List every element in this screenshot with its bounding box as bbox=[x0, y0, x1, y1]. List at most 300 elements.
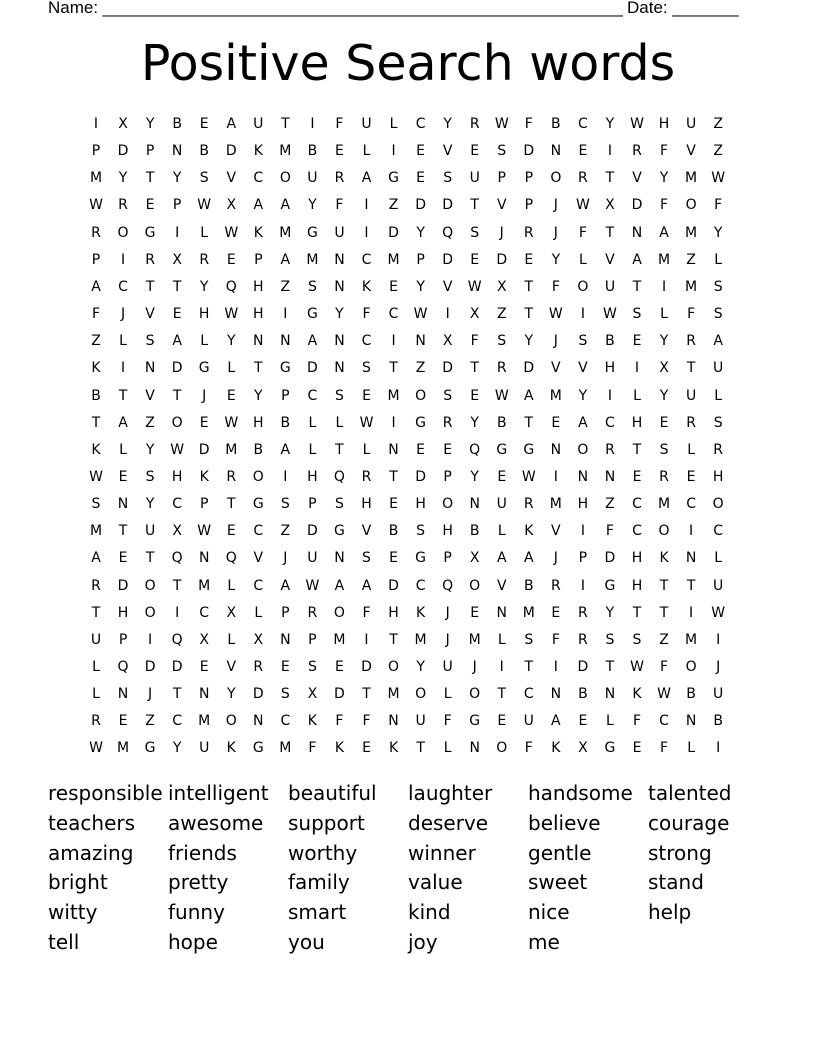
grid-letter[interactable]: F bbox=[524, 740, 533, 757]
grid-letter[interactable]: L bbox=[497, 631, 506, 648]
grid-letter[interactable]: H bbox=[361, 496, 372, 513]
grid-letter[interactable]: L bbox=[200, 224, 209, 241]
grid-letter[interactable]: P bbox=[254, 251, 263, 268]
grid-letter[interactable]: O bbox=[333, 604, 345, 621]
grid-letter[interactable]: I bbox=[716, 631, 721, 648]
grid-letter[interactable]: S bbox=[632, 631, 642, 648]
grid-letter[interactable]: U bbox=[361, 116, 372, 132]
grid-letter[interactable]: Y bbox=[605, 604, 615, 621]
grid-letter[interactable]: A bbox=[91, 550, 101, 567]
grid-letter[interactable]: W bbox=[170, 441, 185, 458]
grid-letter[interactable]: I bbox=[364, 197, 369, 214]
grid-letter[interactable]: R bbox=[361, 468, 372, 485]
grid-letter[interactable]: L bbox=[714, 251, 723, 268]
grid-letter[interactable]: R bbox=[632, 143, 642, 160]
grid-letter[interactable]: L bbox=[119, 333, 127, 350]
grid-letter[interactable]: D bbox=[442, 360, 454, 377]
grid-letter[interactable]: U bbox=[685, 116, 697, 132]
grid-letter[interactable]: M bbox=[658, 251, 671, 268]
grid-letter[interactable]: L bbox=[227, 577, 236, 594]
grid-letter[interactable]: A bbox=[524, 550, 534, 567]
grid-letter[interactable]: A bbox=[659, 224, 669, 241]
grid-letter[interactable]: K bbox=[199, 468, 209, 485]
grid-letter[interactable]: D bbox=[252, 686, 264, 703]
grid-letter[interactable]: N bbox=[198, 686, 210, 703]
grid-letter[interactable]: A bbox=[307, 333, 318, 350]
grid-letter[interactable]: E bbox=[578, 143, 588, 160]
grid-letter[interactable]: W bbox=[197, 523, 212, 540]
grid-letter[interactable]: D bbox=[225, 143, 237, 160]
grid-letter[interactable]: M bbox=[387, 686, 400, 703]
grid-letter[interactable]: N bbox=[604, 686, 616, 703]
grid-letter[interactable]: D bbox=[388, 224, 399, 241]
grid-letter[interactable]: R bbox=[91, 224, 101, 241]
grid-letter[interactable]: T bbox=[389, 468, 398, 485]
grid-letter[interactable]: T bbox=[659, 604, 669, 621]
grid-letter[interactable]: Y bbox=[713, 224, 723, 241]
grid-letter[interactable]: I bbox=[634, 360, 640, 377]
grid-letter[interactable]: D bbox=[523, 360, 535, 377]
grid-letter[interactable]: R bbox=[145, 251, 155, 268]
grid-letter[interactable]: T bbox=[470, 360, 479, 377]
grid-letter[interactable]: L bbox=[660, 306, 668, 323]
grid-letter[interactable]: X bbox=[659, 360, 669, 377]
grid-letter[interactable]: S bbox=[497, 333, 507, 350]
grid-letter[interactable]: E bbox=[362, 387, 371, 404]
grid-letter[interactable]: I bbox=[283, 468, 288, 485]
grid-letter[interactable]: Z bbox=[605, 496, 615, 513]
grid-letter[interactable]: Y bbox=[226, 333, 236, 350]
grid-letter[interactable]: L bbox=[362, 441, 371, 458]
grid-letter[interactable]: H bbox=[171, 468, 183, 485]
grid-letter[interactable]: A bbox=[253, 197, 264, 214]
grid-letter[interactable]: Y bbox=[443, 116, 452, 132]
grid-letter[interactable]: F bbox=[335, 197, 344, 214]
grid-letter[interactable]: E bbox=[686, 468, 696, 485]
grid-letter[interactable]: G bbox=[252, 740, 264, 757]
grid-letter[interactable]: Y bbox=[416, 659, 425, 675]
grid-letter[interactable]: C bbox=[415, 577, 426, 594]
grid-letter[interactable]: L bbox=[92, 686, 100, 703]
grid-letter[interactable]: Y bbox=[308, 197, 317, 214]
grid-letter[interactable]: N bbox=[334, 550, 345, 567]
grid-letter[interactable]: A bbox=[280, 251, 291, 268]
grid-letter[interactable]: C bbox=[388, 306, 399, 323]
grid-letter[interactable]: E bbox=[362, 740, 371, 757]
grid-letter[interactable]: L bbox=[714, 387, 723, 404]
grid-letter[interactable]: F bbox=[660, 197, 669, 214]
grid-letter[interactable]: G bbox=[604, 740, 616, 757]
grid-letter[interactable]: Y bbox=[172, 170, 182, 187]
grid-letter[interactable]: N bbox=[117, 496, 129, 513]
grid-letter[interactable]: H bbox=[577, 496, 589, 513]
grid-letter[interactable]: R bbox=[91, 713, 101, 730]
grid-letter[interactable]: M bbox=[685, 224, 698, 241]
grid-letter[interactable]: X bbox=[118, 116, 128, 132]
grid-letter[interactable]: O bbox=[712, 496, 724, 513]
grid-letter[interactable]: D bbox=[496, 251, 508, 268]
grid-letter[interactable]: D bbox=[171, 360, 183, 377]
grid-letter[interactable]: C bbox=[686, 496, 696, 513]
grid-letter[interactable]: Z bbox=[686, 251, 696, 268]
grid-letter[interactable]: Y bbox=[145, 496, 155, 513]
grid-letter[interactable]: N bbox=[117, 686, 129, 703]
grid-letter[interactable]: F bbox=[660, 659, 669, 675]
grid-letter[interactable]: C bbox=[253, 577, 264, 594]
grid-letter[interactable]: D bbox=[198, 441, 210, 458]
grid-letter[interactable]: O bbox=[117, 224, 129, 241]
grid-letter[interactable]: D bbox=[415, 468, 426, 485]
grid-letter[interactable]: Q bbox=[469, 441, 481, 458]
grid-letter[interactable]: D bbox=[117, 577, 129, 594]
grid-letter[interactable]: X bbox=[469, 550, 480, 567]
grid-letter[interactable]: H bbox=[712, 468, 724, 485]
grid-letter[interactable]: R bbox=[496, 360, 507, 377]
grid-letter[interactable]: R bbox=[91, 577, 101, 594]
grid-letter[interactable]: R bbox=[442, 414, 453, 431]
grid-letter[interactable]: W bbox=[657, 686, 671, 703]
grid-letter[interactable]: F bbox=[335, 116, 344, 132]
grid-letter[interactable]: N bbox=[550, 441, 562, 458]
grid-letter[interactable]: D bbox=[442, 251, 454, 268]
grid-letter[interactable]: E bbox=[470, 143, 480, 160]
grid-letter[interactable]: Y bbox=[605, 116, 615, 132]
grid-letter[interactable]: V bbox=[551, 360, 561, 377]
grid-letter[interactable]: V bbox=[551, 523, 561, 540]
grid-letter[interactable]: G bbox=[523, 441, 535, 458]
grid-letter[interactable]: H bbox=[253, 414, 264, 431]
grid-letter[interactable]: H bbox=[415, 496, 426, 513]
grid-letter[interactable]: U bbox=[199, 740, 210, 757]
grid-letter[interactable]: L bbox=[92, 659, 100, 675]
grid-letter[interactable]: B bbox=[605, 333, 615, 350]
grid-letter[interactable]: I bbox=[580, 306, 585, 323]
grid-letter[interactable]: C bbox=[361, 333, 372, 350]
grid-letter[interactable]: T bbox=[118, 387, 128, 404]
grid-letter[interactable]: E bbox=[389, 496, 398, 513]
grid-letter[interactable]: K bbox=[307, 713, 317, 730]
grid-letter[interactable]: M bbox=[549, 387, 562, 404]
grid-letter[interactable]: L bbox=[497, 523, 506, 540]
grid-letter[interactable]: I bbox=[175, 224, 180, 241]
grid-letter[interactable]: O bbox=[658, 523, 670, 540]
grid-letter[interactable]: T bbox=[145, 170, 155, 187]
grid-letter[interactable]: H bbox=[631, 414, 643, 431]
grid-letter[interactable]: R bbox=[605, 441, 615, 458]
grid-letter[interactable]: E bbox=[632, 468, 642, 485]
grid-letter[interactable]: T bbox=[335, 441, 344, 458]
grid-letter[interactable]: D bbox=[631, 197, 643, 214]
grid-letter[interactable]: U bbox=[604, 278, 616, 295]
grid-letter[interactable]: T bbox=[91, 604, 101, 621]
grid-letter[interactable]: A bbox=[91, 278, 101, 295]
grid-letter[interactable]: L bbox=[687, 441, 695, 458]
grid-letter[interactable]: P bbox=[91, 251, 101, 268]
grid-letter[interactable]: B bbox=[91, 387, 101, 404]
grid-letter[interactable]: O bbox=[577, 278, 589, 295]
grid-letter[interactable]: I bbox=[120, 360, 126, 377]
grid-letter[interactable]: A bbox=[172, 333, 182, 350]
grid-letter[interactable]: G bbox=[144, 224, 156, 241]
grid-letter[interactable]: T bbox=[686, 577, 696, 594]
grid-letter[interactable]: V bbox=[578, 360, 588, 377]
grid-letter[interactable]: N bbox=[334, 333, 345, 350]
grid-letter[interactable]: C bbox=[523, 686, 534, 703]
grid-letter[interactable]: Z bbox=[659, 631, 669, 648]
grid-letter[interactable]: C bbox=[253, 170, 264, 187]
grid-letter[interactable]: B bbox=[578, 686, 588, 703]
grid-letter[interactable]: E bbox=[172, 306, 182, 323]
grid-letter[interactable]: X bbox=[578, 740, 588, 757]
grid-letter[interactable]: F bbox=[632, 713, 642, 730]
grid-letter[interactable]: E bbox=[524, 251, 534, 268]
grid-letter[interactable]: S bbox=[524, 631, 534, 648]
grid-letter[interactable]: J bbox=[553, 197, 558, 214]
grid-letter[interactable]: P bbox=[308, 496, 317, 513]
grid-letter[interactable]: M bbox=[387, 251, 400, 268]
grid-letter[interactable]: S bbox=[497, 143, 507, 160]
grid-letter[interactable]: P bbox=[497, 170, 506, 187]
grid-letter[interactable]: N bbox=[388, 441, 399, 458]
grid-letter[interactable]: O bbox=[577, 441, 589, 458]
grid-letter[interactable]: E bbox=[497, 713, 507, 730]
grid-letter[interactable]: Y bbox=[199, 278, 209, 295]
grid-letter[interactable]: I bbox=[391, 143, 396, 160]
grid-letter[interactable]: C bbox=[172, 496, 183, 513]
grid-letter[interactable]: L bbox=[362, 143, 371, 160]
grid-letter[interactable]: Z bbox=[415, 360, 426, 377]
grid-letter[interactable]: F bbox=[335, 713, 344, 730]
grid-letter[interactable]: T bbox=[389, 631, 398, 648]
grid-letter[interactable]: V bbox=[496, 197, 507, 214]
grid-letter[interactable]: U bbox=[253, 116, 264, 132]
grid-letter[interactable]: Q bbox=[442, 224, 454, 241]
grid-letter[interactable]: T bbox=[686, 360, 696, 377]
grid-letter[interactable]: H bbox=[658, 116, 670, 132]
grid-letter[interactable]: V bbox=[442, 143, 453, 160]
grid-letter[interactable]: W bbox=[197, 197, 212, 214]
grid-letter[interactable]: U bbox=[469, 170, 480, 187]
grid-letter[interactable]: K bbox=[361, 278, 372, 295]
grid-letter[interactable]: N bbox=[685, 550, 697, 567]
grid-letter[interactable]: K bbox=[226, 740, 236, 757]
grid-letter[interactable]: P bbox=[416, 251, 425, 268]
grid-letter[interactable]: K bbox=[91, 360, 101, 377]
grid-letter[interactable]: V bbox=[686, 143, 696, 160]
grid-letter[interactable]: K bbox=[416, 604, 426, 621]
grid-letter[interactable]: D bbox=[388, 577, 399, 594]
grid-letter[interactable]: U bbox=[307, 170, 318, 187]
grid-letter[interactable]: M bbox=[685, 170, 698, 187]
grid-letter[interactable]: E bbox=[145, 197, 155, 214]
grid-letter[interactable]: F bbox=[308, 740, 317, 757]
grid-letter[interactable]: P bbox=[524, 170, 534, 187]
grid-letter[interactable]: G bbox=[306, 224, 318, 241]
grid-letter[interactable]: R bbox=[523, 224, 534, 241]
grid-letter[interactable]: U bbox=[685, 387, 697, 404]
grid-letter[interactable]: E bbox=[632, 333, 642, 350]
grid-letter[interactable]: L bbox=[227, 360, 236, 377]
grid-letter[interactable]: K bbox=[388, 740, 399, 757]
grid-letter[interactable]: W bbox=[711, 170, 726, 187]
grid-letter[interactable]: U bbox=[713, 360, 724, 377]
grid-letter[interactable]: I bbox=[607, 387, 612, 404]
grid-letter[interactable]: P bbox=[91, 143, 101, 160]
grid-letter[interactable]: N bbox=[469, 496, 480, 513]
grid-letter[interactable]: Y bbox=[335, 306, 344, 323]
grid-letter[interactable]: K bbox=[551, 740, 561, 757]
grid-letter[interactable]: G bbox=[334, 523, 345, 540]
grid-letter[interactable]: S bbox=[470, 224, 480, 241]
grid-letter[interactable]: E bbox=[470, 604, 480, 621]
grid-letter[interactable]: J bbox=[283, 550, 288, 567]
grid-letter[interactable]: A bbox=[551, 713, 561, 730]
grid-letter[interactable]: K bbox=[524, 523, 534, 540]
grid-letter[interactable]: S bbox=[443, 170, 453, 187]
grid-letter[interactable]: A bbox=[280, 197, 291, 214]
grid-letter[interactable]: R bbox=[523, 496, 534, 513]
grid-letter[interactable]: I bbox=[607, 143, 612, 160]
grid-letter[interactable]: Q bbox=[117, 659, 129, 675]
grid-letter[interactable]: L bbox=[633, 387, 641, 404]
grid-letter[interactable]: P bbox=[524, 197, 534, 214]
grid-letter[interactable]: Y bbox=[524, 333, 534, 350]
grid-letter[interactable]: P bbox=[443, 550, 452, 567]
grid-letter[interactable]: S bbox=[713, 278, 723, 295]
grid-letter[interactable]: L bbox=[687, 740, 695, 757]
grid-letter[interactable]: O bbox=[469, 577, 481, 594]
grid-letter[interactable]: A bbox=[226, 116, 237, 132]
grid-letter[interactable]: M bbox=[549, 496, 562, 513]
grid-letter[interactable]: F bbox=[362, 306, 371, 323]
grid-letter[interactable]: F bbox=[551, 278, 560, 295]
grid-letter[interactable]: I bbox=[661, 278, 667, 295]
grid-letter[interactable]: X bbox=[226, 604, 237, 621]
grid-letter[interactable]: S bbox=[91, 496, 101, 513]
grid-letter[interactable]: R bbox=[686, 414, 696, 431]
grid-letter[interactable]: O bbox=[144, 604, 156, 621]
grid-letter[interactable]: N bbox=[577, 468, 589, 485]
grid-letter[interactable]: T bbox=[470, 197, 479, 214]
grid-letter[interactable]: T bbox=[524, 278, 534, 295]
grid-letter[interactable]: S bbox=[416, 523, 426, 540]
grid-letter[interactable]: A bbox=[280, 441, 291, 458]
grid-letter[interactable]: X bbox=[172, 251, 182, 268]
grid-letter[interactable]: N bbox=[280, 631, 291, 648]
grid-letter[interactable]: Y bbox=[578, 387, 588, 404]
grid-letter[interactable]: A bbox=[361, 577, 372, 594]
grid-letter[interactable]: E bbox=[416, 441, 426, 458]
grid-letter[interactable]: I bbox=[120, 251, 126, 268]
grid-letter[interactable]: L bbox=[389, 116, 398, 132]
grid-letter[interactable]: S bbox=[145, 468, 155, 485]
grid-letter[interactable]: Q bbox=[225, 550, 237, 567]
grid-letter[interactable]: O bbox=[144, 577, 156, 594]
grid-letter[interactable]: F bbox=[660, 740, 669, 757]
grid-letter[interactable]: E bbox=[470, 251, 480, 268]
grid-letter[interactable]: I bbox=[580, 577, 585, 594]
grid-letter[interactable]: C bbox=[253, 523, 264, 540]
grid-letter[interactable]: P bbox=[443, 468, 452, 485]
grid-letter[interactable]: K bbox=[253, 143, 263, 160]
grid-letter[interactable]: Q bbox=[171, 550, 183, 567]
grid-letter[interactable]: T bbox=[524, 659, 534, 675]
grid-letter[interactable]: M bbox=[333, 631, 346, 648]
grid-letter[interactable]: W bbox=[224, 224, 239, 241]
grid-letter[interactable]: J bbox=[553, 333, 558, 350]
grid-letter[interactable]: T bbox=[172, 278, 182, 295]
grid-letter[interactable]: Y bbox=[145, 441, 155, 458]
grid-letter[interactable]: D bbox=[171, 659, 183, 675]
grid-letter[interactable]: J bbox=[499, 224, 504, 241]
grid-letter[interactable]: M bbox=[522, 604, 535, 621]
grid-letter[interactable]: I bbox=[391, 333, 396, 350]
grid-letter[interactable]: R bbox=[334, 170, 345, 187]
grid-letter[interactable]: T bbox=[281, 116, 290, 132]
grid-letter[interactable]: N bbox=[388, 713, 399, 730]
grid-letter[interactable]: L bbox=[443, 740, 452, 757]
grid-letter[interactable]: E bbox=[226, 251, 236, 268]
grid-letter[interactable]: M bbox=[279, 740, 292, 757]
grid-letter[interactable]: N bbox=[198, 550, 210, 567]
grid-letter[interactable]: T bbox=[632, 604, 642, 621]
grid-letter[interactable]: D bbox=[604, 550, 616, 567]
grid-letter[interactable]: Y bbox=[172, 740, 182, 757]
grid-letter[interactable]: Y bbox=[416, 224, 425, 241]
grid-letter[interactable]: H bbox=[253, 306, 264, 323]
date-field-label[interactable]: Date: _______ bbox=[627, 0, 739, 17]
grid-letter[interactable]: T bbox=[524, 414, 534, 431]
grid-letter[interactable]: N bbox=[334, 278, 345, 295]
grid-letter[interactable]: T bbox=[118, 523, 128, 540]
grid-letter[interactable]: G bbox=[144, 740, 156, 757]
grid-letter[interactable]: M bbox=[685, 631, 698, 648]
grid-letter[interactable]: T bbox=[632, 441, 642, 458]
grid-letter[interactable]: B bbox=[551, 116, 561, 132]
grid-letter[interactable]: W bbox=[305, 577, 320, 594]
grid-letter[interactable]: I bbox=[689, 523, 694, 540]
grid-letter[interactable]: K bbox=[632, 686, 642, 703]
grid-letter[interactable]: X bbox=[172, 523, 182, 540]
grid-letter[interactable]: T bbox=[172, 577, 182, 594]
grid-letter[interactable]: X bbox=[442, 333, 453, 350]
grid-letter[interactable]: P bbox=[281, 387, 290, 404]
grid-letter[interactable]: G bbox=[469, 713, 481, 730]
grid-letter[interactable]: W bbox=[89, 740, 103, 757]
grid-letter[interactable]: N bbox=[144, 360, 156, 377]
grid-letter[interactable]: Y bbox=[551, 251, 561, 268]
grid-letter[interactable]: V bbox=[361, 523, 372, 540]
grid-letter[interactable]: E bbox=[199, 414, 209, 431]
grid-letter[interactable]: U bbox=[442, 659, 453, 675]
grid-letter[interactable]: N bbox=[334, 251, 345, 268]
grid-letter[interactable]: T bbox=[497, 686, 507, 703]
grid-letter[interactable]: R bbox=[307, 604, 318, 621]
grid-letter[interactable]: B bbox=[388, 523, 399, 540]
grid-letter[interactable]: T bbox=[172, 387, 182, 404]
grid-letter[interactable]: U bbox=[713, 686, 724, 703]
grid-letter[interactable]: U bbox=[496, 496, 507, 513]
grid-letter[interactable]: R bbox=[578, 631, 588, 648]
grid-letter[interactable]: U bbox=[307, 550, 318, 567]
grid-letter[interactable]: R bbox=[118, 197, 128, 214]
grid-letter[interactable]: B bbox=[496, 414, 507, 431]
grid-letter[interactable]: Y bbox=[659, 387, 669, 404]
grid-letter[interactable]: Q bbox=[333, 468, 345, 485]
grid-letter[interactable]: V bbox=[226, 170, 237, 187]
grid-letter[interactable]: S bbox=[199, 170, 209, 187]
grid-letter[interactable]: L bbox=[443, 686, 452, 703]
